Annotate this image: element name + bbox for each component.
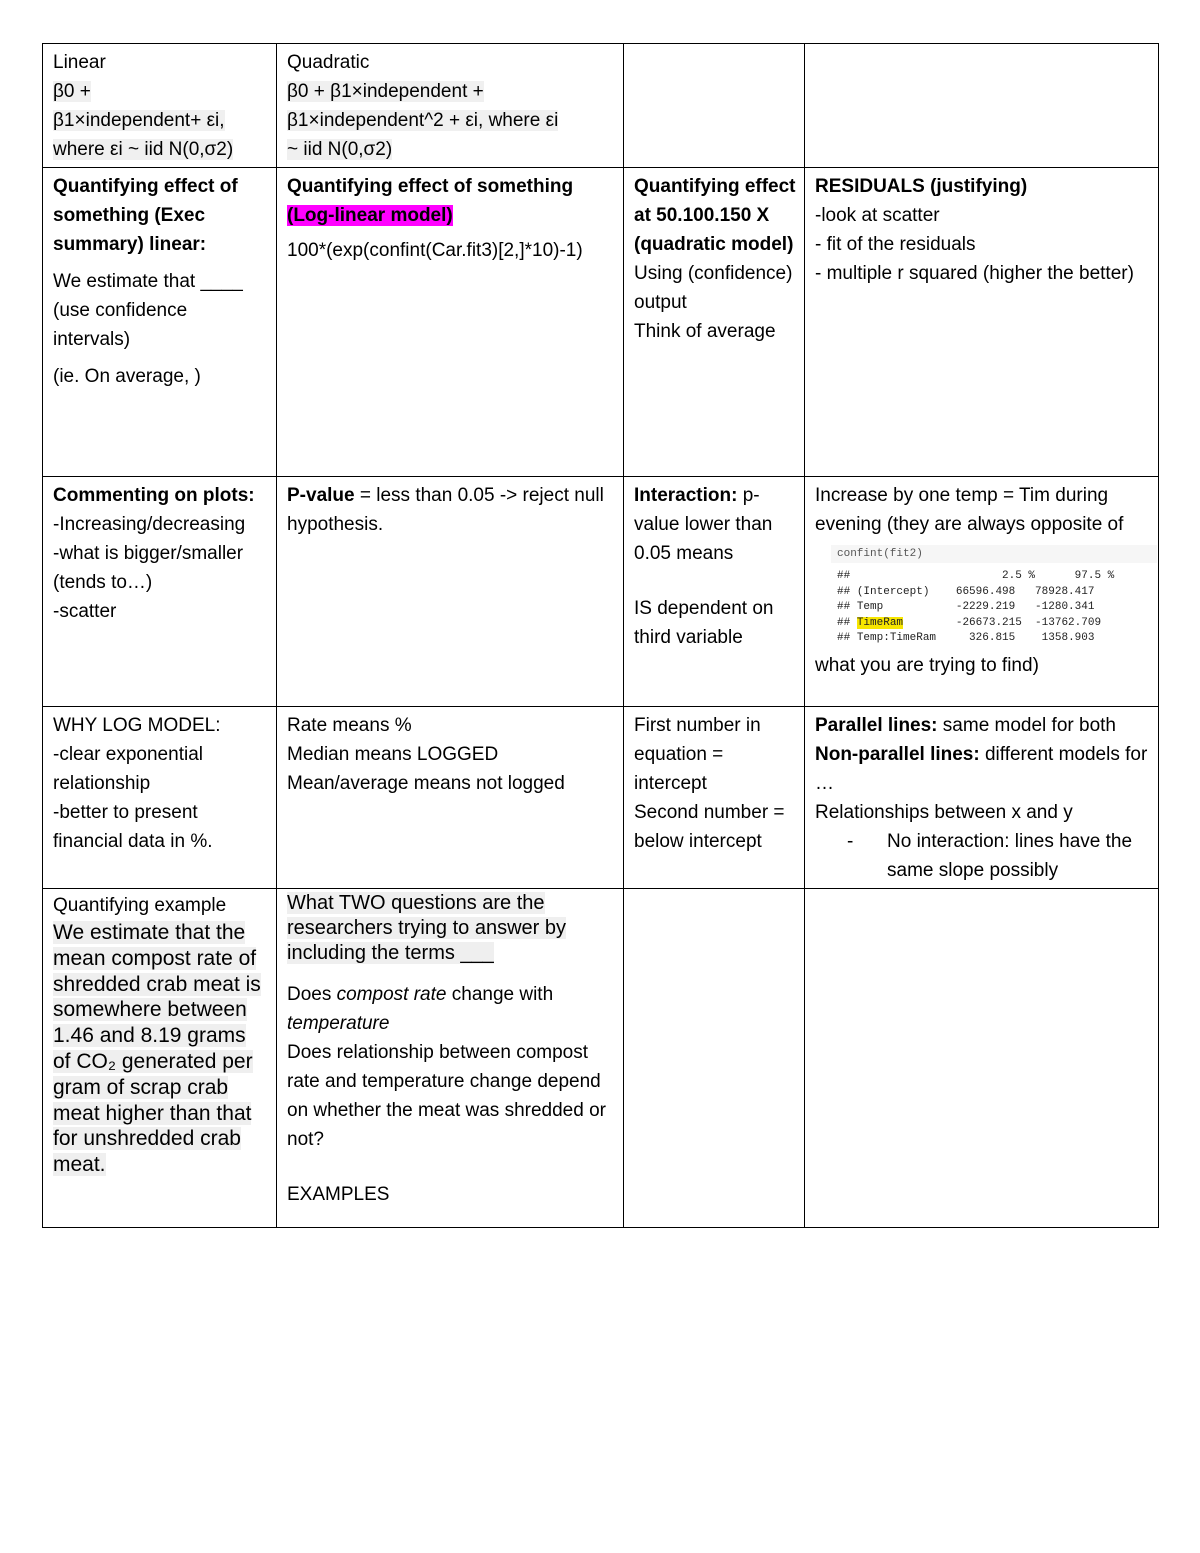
residuals-heading: RESIDUALS (justifying)	[815, 176, 1028, 197]
parallel-lines-cell	[805, 707, 1159, 889]
interaction-dependent-text: IS dependent on third variable	[634, 598, 774, 648]
log-linear-formula: 100*(exp(confint(Car.fit3)[2,]*10)-1)	[287, 240, 583, 261]
code-row-values: -26673.215 -13762.709	[955, 616, 1102, 629]
code-header: ## 2.5 % 97.5 %	[837, 570, 1115, 582]
code-command: confint(fit2)	[831, 545, 1157, 563]
bullet-dash: -	[847, 831, 854, 852]
confint-output-image	[831, 545, 1157, 647]
notes-table	[42, 43, 1159, 1228]
commenting-plots-cell	[43, 477, 277, 707]
rate-median-cell	[277, 707, 624, 889]
why-log-line-2: -better to present financial data in %.	[53, 802, 213, 852]
quadratic-effect-line-1: Using (confidence) output	[634, 263, 793, 313]
empty-cell	[805, 44, 1159, 168]
median-line: Median means LOGGED	[287, 744, 499, 765]
intercept-line-1: First number in equation = intercept	[634, 715, 761, 794]
linear-line-2: β1×independent+ εi,	[53, 110, 225, 131]
empty-cell	[624, 44, 805, 168]
residuals-line-3: - multiple r squared (higher the better)	[815, 263, 1134, 284]
confint-text: Increase by one temp = Tim during evening (they are always opposite of	[815, 485, 1124, 535]
table-row	[43, 44, 1159, 168]
code-row-values: -2229.219 -1280.341	[955, 601, 1095, 613]
non-parallel-text: different models for …	[815, 744, 1148, 794]
linear-line-1: β0 +	[53, 81, 91, 102]
why-log-heading: WHY LOG MODEL:	[53, 715, 221, 736]
linear-effect-heading: Quantifying effect of something (Exec summary) linear:	[53, 176, 238, 255]
linear-effect-note: (ie. On average, )	[53, 366, 201, 387]
linear-model-cell	[43, 44, 277, 168]
bullet-item	[815, 827, 1150, 885]
log-linear-effect-cell	[277, 168, 624, 477]
p-value-label: P-value	[287, 485, 355, 506]
quantifying-example-cell	[43, 889, 277, 1228]
quadratic-line-2: β1×independent^2 + εi, where εi	[287, 110, 559, 131]
table-row	[43, 168, 1159, 477]
interaction-cell	[624, 477, 805, 707]
table-row	[43, 889, 1159, 1228]
code-row-values: 66596.498 78928.417	[955, 585, 1095, 598]
two-questions-prompt: What TWO questions are the researchers trying to answer by including the terms ___	[287, 892, 567, 964]
interaction-text: p-value lower than 0.05 means	[634, 485, 773, 564]
quantifying-example-heading: Quantifying example	[53, 895, 227, 916]
linear-effect-text: We estimate that ____ (use confidence intervals)	[53, 271, 243, 350]
log-linear-highlight: (Log-linear model)	[287, 205, 453, 226]
quadratic-effect-heading: Quantifying effect at 50.100.150 X (quadratic model)	[634, 176, 796, 255]
quadratic-title: Quadratic	[287, 52, 370, 73]
quadratic-line-1: β0 + β1×independent +	[287, 81, 484, 102]
quantifying-example-text: We estimate that the mean compost rate of shredded crab meat is somewhere between 1.46 and 8.19 grams of CO₂ generated per gram of scrap crab meat higher than that for unshredded crab meat.	[53, 921, 261, 1177]
commenting-plots-heading: Commenting on plots:	[53, 485, 255, 506]
code-output: ## 2.5 % 97.5 % ## (Intercept) 66596.498 78928.417 ## Temp -2229.219 -1280.341 ## TimeRam -26673.215 -13762.709 ## Temp:TimeRam 326.815 1358.903	[837, 570, 1115, 644]
table-row	[43, 707, 1159, 889]
intercept-line-2: Second number = below intercept	[634, 802, 785, 852]
empty-cell	[624, 889, 805, 1228]
mean-line: Mean/average means not logged	[287, 773, 565, 794]
non-parallel-label: Non-parallel lines:	[815, 744, 980, 765]
code-row-name: Temp:TimeRam	[856, 632, 937, 644]
empty-cell	[805, 889, 1159, 1228]
linear-effect-cell	[43, 168, 277, 477]
code-row-name: (Intercept)	[856, 585, 930, 598]
p-value-cell	[277, 477, 624, 707]
confint-cell	[805, 477, 1159, 707]
examples-label: EXAMPLES	[287, 1184, 390, 1205]
residuals-line-1: -look at scatter	[815, 205, 940, 226]
p-value-text: = less than 0.05 -> reject null hypothesis.	[287, 485, 604, 535]
why-log-cell	[43, 707, 277, 889]
interaction-label: Interaction:	[634, 485, 738, 506]
quadratic-effect-line-2: Think of average	[634, 321, 776, 342]
linear-line-3: where εi ~ iid N(0,σ2)	[53, 139, 234, 160]
residuals-cell	[805, 168, 1159, 477]
two-questions-cell	[277, 889, 624, 1228]
linear-title: Linear	[53, 52, 106, 73]
confint-after-text: what you are trying to find)	[815, 654, 1039, 676]
intercept-cell	[624, 707, 805, 889]
table-row	[43, 477, 1159, 707]
quadratic-line-3: ~ iid N(0,σ2)	[287, 139, 393, 160]
rate-line: Rate means %	[287, 715, 412, 736]
quadratic-model-cell	[277, 44, 624, 168]
commenting-line-3: -scatter	[53, 601, 117, 622]
residuals-line-2: - fit of the residuals	[815, 234, 976, 255]
question-1: Does compost rate change with temperature	[287, 984, 554, 1034]
quadratic-effect-cell	[624, 168, 805, 477]
question-2: Does relationship between compost rate and temperature change depend on whether the meat was shredded or not?	[287, 1042, 606, 1150]
code-row-name-highlighted: TimeRam	[856, 616, 904, 629]
relationships-line: Relationships between x and y	[815, 802, 1073, 823]
parallel-label: Parallel lines:	[815, 715, 938, 736]
log-linear-heading: Quantifying effect of something	[287, 176, 574, 197]
why-log-line-1: -clear exponential relationship	[53, 744, 203, 794]
commenting-line-2: -what is bigger/smaller (tends to…)	[53, 543, 244, 593]
code-row-values: 326.815 1358.903	[969, 632, 1095, 644]
code-row-name: Temp	[856, 601, 884, 613]
commenting-line-1: -Increasing/decreasing	[53, 514, 246, 535]
bullet-text: No interaction: lines have the same slope possibly	[887, 831, 1133, 881]
parallel-text: same model for both	[937, 715, 1116, 736]
